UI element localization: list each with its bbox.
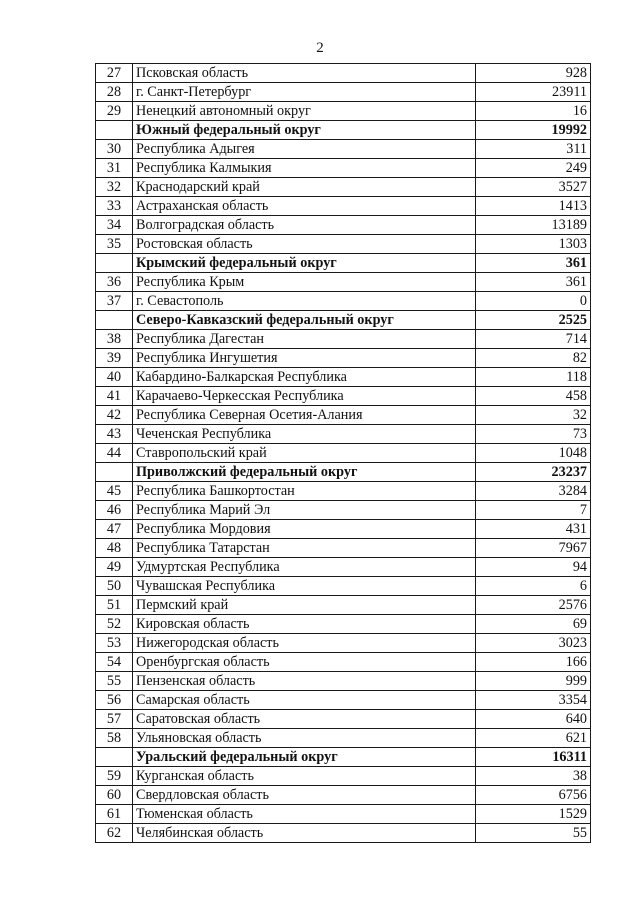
row-number: 49 — [96, 558, 133, 577]
table-row — [96, 710, 591, 729]
table-row — [96, 235, 591, 254]
region-name: Уральский федеральный округ — [133, 748, 476, 767]
region-value: 3354 — [476, 691, 591, 710]
row-number: 45 — [96, 482, 133, 501]
row-number: 51 — [96, 596, 133, 615]
page-number: 2 — [316, 40, 324, 56]
table-row — [96, 482, 591, 501]
table-row — [96, 64, 591, 83]
region-name: Пермский край — [133, 596, 476, 615]
region-name: Курганская область — [133, 767, 476, 786]
region-value: 94 — [476, 558, 591, 577]
region-value: 714 — [476, 330, 591, 349]
region-value: 928 — [476, 64, 591, 83]
table-row — [96, 824, 591, 843]
table-body — [96, 64, 591, 843]
region-name: Республика Татарстан — [133, 539, 476, 558]
region-value: 118 — [476, 368, 591, 387]
row-number: 30 — [96, 140, 133, 159]
region-value: 38 — [476, 767, 591, 786]
region-value: 16 — [476, 102, 591, 121]
region-name: Самарская область — [133, 691, 476, 710]
region-name: Пензенская область — [133, 672, 476, 691]
region-name: Краснодарский край — [133, 178, 476, 197]
region-value: 361 — [476, 273, 591, 292]
row-number: 29 — [96, 102, 133, 121]
row-number: 55 — [96, 672, 133, 691]
region-table — [95, 63, 591, 843]
region-name: Республика Крым — [133, 273, 476, 292]
region-value: 1048 — [476, 444, 591, 463]
table-row — [96, 501, 591, 520]
region-name: Ульяновская область — [133, 729, 476, 748]
row-number: 52 — [96, 615, 133, 634]
region-name: Псковская область — [133, 64, 476, 83]
row-number: 32 — [96, 178, 133, 197]
table-row — [96, 83, 591, 102]
region-name: Чувашская Республика — [133, 577, 476, 596]
region-name: Ненецкий автономный округ — [133, 102, 476, 121]
row-number: 47 — [96, 520, 133, 539]
table-row — [96, 197, 591, 216]
table-row — [96, 102, 591, 121]
region-value: 1303 — [476, 235, 591, 254]
table-row — [96, 653, 591, 672]
row-number: 36 — [96, 273, 133, 292]
region-name: Северо-Кавказский федеральный округ — [133, 311, 476, 330]
region-value: 166 — [476, 653, 591, 672]
row-number: 40 — [96, 368, 133, 387]
row-number: 31 — [96, 159, 133, 178]
region-value: 19992 — [476, 121, 591, 140]
region-name: Южный федеральный округ — [133, 121, 476, 140]
row-number: 56 — [96, 691, 133, 710]
row-number: 59 — [96, 767, 133, 786]
region-name: Челябинская область — [133, 824, 476, 843]
table-row — [96, 216, 591, 235]
row-number: 38 — [96, 330, 133, 349]
table-row — [96, 273, 591, 292]
region-name: Республика Северная Осетия-Алания — [133, 406, 476, 425]
row-number: 35 — [96, 235, 133, 254]
table-row — [96, 729, 591, 748]
row-number: 50 — [96, 577, 133, 596]
region-name: Республика Башкортостан — [133, 482, 476, 501]
region-name: Свердловская область — [133, 786, 476, 805]
region-value: 311 — [476, 140, 591, 159]
table-row — [96, 520, 591, 539]
region-name: Республика Адыгея — [133, 140, 476, 159]
region-value: 13189 — [476, 216, 591, 235]
row-number — [96, 748, 133, 767]
table-row — [96, 368, 591, 387]
row-number: 46 — [96, 501, 133, 520]
region-value: 361 — [476, 254, 591, 273]
region-name: Ставропольский край — [133, 444, 476, 463]
region-name: Крымский федеральный округ — [133, 254, 476, 273]
region-name: г. Санкт-Петербург — [133, 83, 476, 102]
row-number: 44 — [96, 444, 133, 463]
table-row — [96, 634, 591, 653]
region-name: Карачаево-Черкесская Республика — [133, 387, 476, 406]
table-row — [96, 140, 591, 159]
row-number: 43 — [96, 425, 133, 444]
region-value: 23911 — [476, 83, 591, 102]
region-name: Республика Марий Эл — [133, 501, 476, 520]
row-number: 61 — [96, 805, 133, 824]
district-row — [96, 311, 591, 330]
region-name: г. Севастополь — [133, 292, 476, 311]
district-row — [96, 463, 591, 482]
table-row — [96, 406, 591, 425]
row-number: 34 — [96, 216, 133, 235]
table-row — [96, 615, 591, 634]
row-number: 60 — [96, 786, 133, 805]
row-number — [96, 121, 133, 140]
region-name: Кировская область — [133, 615, 476, 634]
region-name: Ростовская область — [133, 235, 476, 254]
table-row — [96, 387, 591, 406]
row-number — [96, 463, 133, 482]
row-number: 53 — [96, 634, 133, 653]
region-value: 69 — [476, 615, 591, 634]
district-row — [96, 254, 591, 273]
region-value: 82 — [476, 349, 591, 368]
region-name: Республика Мордовия — [133, 520, 476, 539]
row-number: 39 — [96, 349, 133, 368]
region-name: Нижегородская область — [133, 634, 476, 653]
region-name: Волгоградская область — [133, 216, 476, 235]
region-value: 2525 — [476, 311, 591, 330]
region-name: Республика Калмыкия — [133, 159, 476, 178]
district-row — [96, 748, 591, 767]
region-value: 249 — [476, 159, 591, 178]
region-value: 6756 — [476, 786, 591, 805]
table-row — [96, 292, 591, 311]
table-row — [96, 767, 591, 786]
table-row — [96, 672, 591, 691]
region-name: Удмуртская Республика — [133, 558, 476, 577]
table-row — [96, 805, 591, 824]
row-number: 42 — [96, 406, 133, 425]
table-row — [96, 539, 591, 558]
table-row — [96, 425, 591, 444]
region-value: 431 — [476, 520, 591, 539]
row-number: 54 — [96, 653, 133, 672]
row-number: 62 — [96, 824, 133, 843]
row-number: 33 — [96, 197, 133, 216]
region-value: 2576 — [476, 596, 591, 615]
region-value: 3023 — [476, 634, 591, 653]
region-value: 6 — [476, 577, 591, 596]
row-number: 41 — [96, 387, 133, 406]
district-row — [96, 121, 591, 140]
region-value: 1413 — [476, 197, 591, 216]
region-name: Саратовская область — [133, 710, 476, 729]
region-name: Кабардино-Балкарская Республика — [133, 368, 476, 387]
region-value: 32 — [476, 406, 591, 425]
row-number: 57 — [96, 710, 133, 729]
table-row — [96, 691, 591, 710]
region-value: 458 — [476, 387, 591, 406]
table-row — [96, 596, 591, 615]
region-value: 1529 — [476, 805, 591, 824]
row-number — [96, 254, 133, 273]
row-number: 27 — [96, 64, 133, 83]
row-number: 28 — [96, 83, 133, 102]
table-row — [96, 786, 591, 805]
table-row — [96, 444, 591, 463]
row-number: 48 — [96, 539, 133, 558]
region-value: 55 — [476, 824, 591, 843]
region-value: 23237 — [476, 463, 591, 482]
row-number: 58 — [96, 729, 133, 748]
region-value: 640 — [476, 710, 591, 729]
region-name: Тюменская область — [133, 805, 476, 824]
table-row — [96, 330, 591, 349]
region-value: 621 — [476, 729, 591, 748]
region-value: 7 — [476, 501, 591, 520]
table-row — [96, 178, 591, 197]
region-value: 73 — [476, 425, 591, 444]
region-value: 0 — [476, 292, 591, 311]
table-row — [96, 159, 591, 178]
region-value: 3527 — [476, 178, 591, 197]
region-name: Чеченская Республика — [133, 425, 476, 444]
region-value: 3284 — [476, 482, 591, 501]
region-name: Оренбургская область — [133, 653, 476, 672]
table-row — [96, 577, 591, 596]
row-number — [96, 311, 133, 330]
region-name: Республика Ингушетия — [133, 349, 476, 368]
region-value: 7967 — [476, 539, 591, 558]
region-name: Республика Дагестан — [133, 330, 476, 349]
table-row — [96, 349, 591, 368]
region-value: 16311 — [476, 748, 591, 767]
region-name: Приволжский федеральный округ — [133, 463, 476, 482]
region-value: 999 — [476, 672, 591, 691]
row-number: 37 — [96, 292, 133, 311]
region-name: Астраханская область — [133, 197, 476, 216]
table-row — [96, 558, 591, 577]
